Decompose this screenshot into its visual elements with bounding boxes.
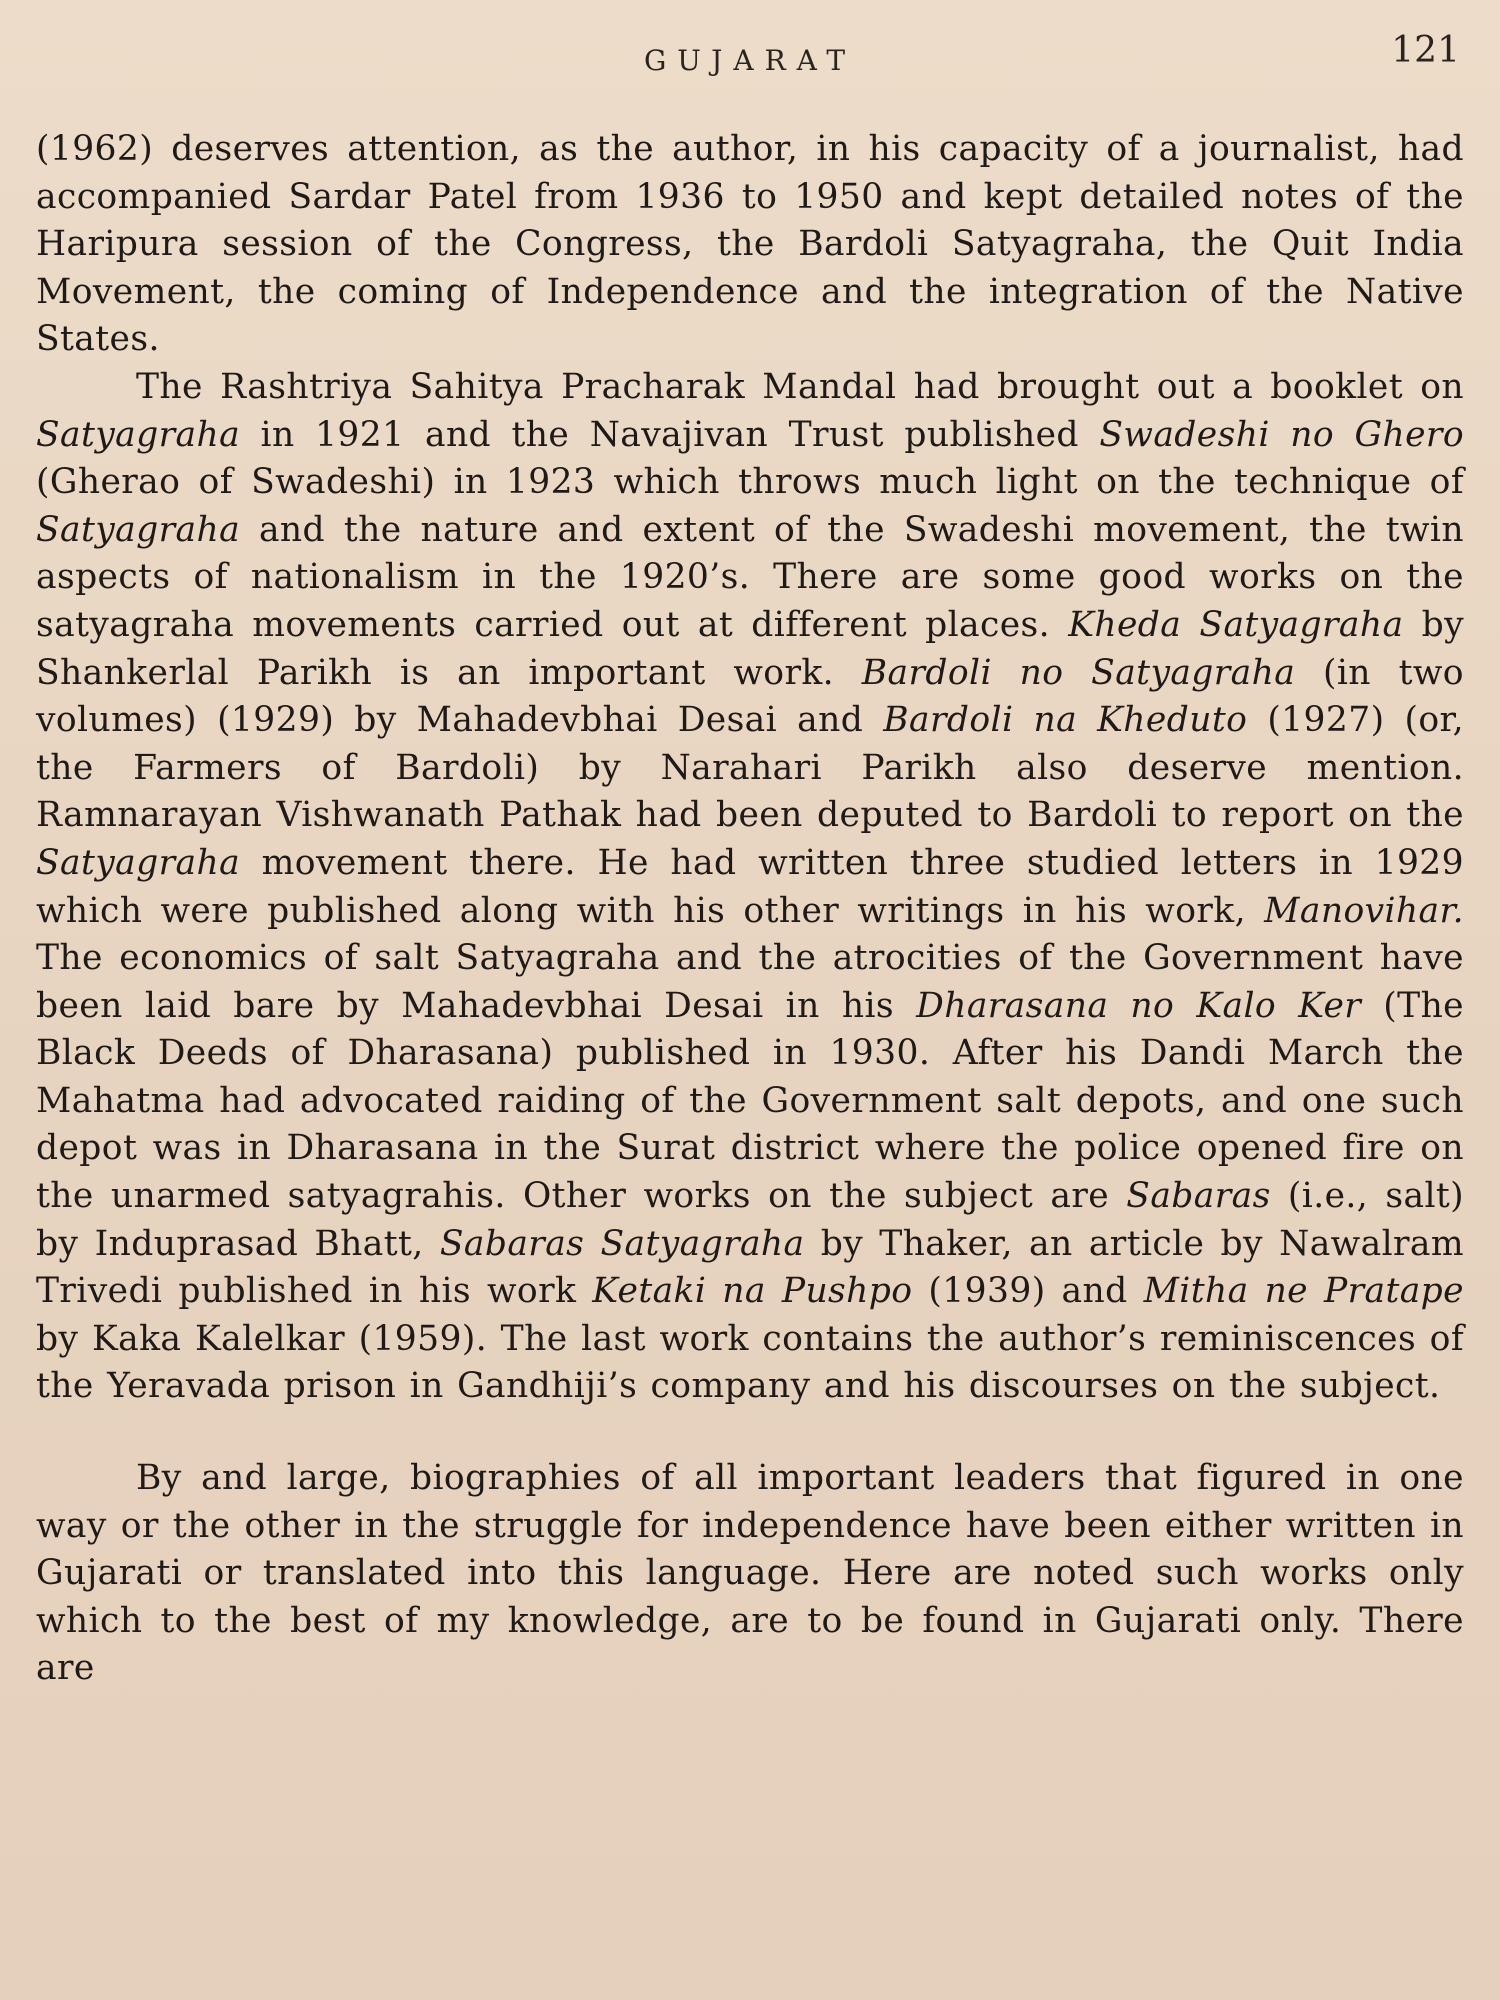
paragraph-1 (36, 126, 1464, 364)
text-run: (1962) deserves attention, as the author, in his capacity of a journalist, had accompanied Sardar Patel from 1936 to 1950 and kept detailed notes of the Haripura session of the Congress, the Bardoli Satyagraha, the Quit India Movement, the coming of Independence and the integration of the Native States. (36, 129, 1464, 360)
text-run: The Rashtriya Sahitya Pracharak Mandal had brought out a booklet on (136, 366, 1464, 407)
italic-title-text: Mitha ne Pratape (1143, 1271, 1464, 1312)
italic-title-text: Manovihar. (1264, 890, 1464, 931)
text-run: (The Black Deeds of Dharasana) published in 1930. After his Dandi March the Mahatma had advocated raiding of the Government salt depots, and one such depot was in Dharasana in the Surat district where the police opened fire on the unarmed satyagrahis. Other works on the subject are (36, 985, 1464, 1217)
text-run: by Shankerlal Parikh is an important work. (36, 604, 1464, 693)
italic-title-text: Satyagraha (36, 842, 241, 883)
italic-title-text: Sabaras (1126, 1176, 1271, 1217)
text-run: (1927) (or, the Farmers of Bardoli) by Narahari Parikh also deserve mention. Ramnarayan Vishwanath Pathak had been deputed to Bardoli to report on the (36, 700, 1464, 836)
italic-title-text: Dharasana no Kalo Ker (916, 985, 1362, 1026)
text-run: and the nature and extent of the Swadeshi movement, the twin aspects of nationalism in the 1920’s. There are some good works on the satyagraha movements carried out at different places. (36, 509, 1464, 645)
text-run: By and large, biographies of all important leaders that figured in one way or the other in the struggle for independence have been either written in Gujarati or translated into this language. Here are noted such works only which to the best of my knowledge, are to be found in Gujarati only. There are (36, 1458, 1464, 1689)
italic-title-text: Satyagraha (36, 414, 241, 455)
text-run: by Kaka Kalelkar (1959). The last work contains the author’s reminiscences of the Yeravada prison in Gandhiji’s company and his discourses on the subject. (36, 1318, 1464, 1407)
italic-title-text: Kheda Satyagraha (1068, 604, 1404, 645)
running-head: GUJARAT (643, 44, 857, 77)
paragraph-3 (36, 1455, 1464, 1693)
paragraph-2 (36, 364, 1464, 1411)
italic-title-text: Bardoli na Kheduto (883, 700, 1248, 741)
italic-title-text: Ketaki na Pushpo (592, 1271, 913, 1312)
italic-title-text: Satyagraha (36, 509, 241, 550)
italic-title-text: Sabaras Satyagraha (439, 1223, 805, 1264)
page-number: 121 (1391, 30, 1460, 71)
body-text (36, 126, 1464, 1693)
text-run: (i.e., salt) by Induprasad Bhatt, (36, 1176, 1464, 1264)
text-run: (in two volumes) (1929) by Mahadevbhai Desai and (36, 652, 1464, 741)
text-run: by Thaker, an article by Nawalram Trivedi published in his work (36, 1223, 1464, 1312)
italic-title-text: Swadeshi no Ghero (1099, 414, 1464, 455)
italic-title-text: Bardoli no Satyagraha (861, 652, 1296, 693)
text-run: (Gherao of Swadeshi) in 1923 which throws much light on the technique of (36, 462, 1464, 503)
text-run: movement there. He had written three studied letters in 1929 which were published along with his other writings in his work, (36, 842, 1464, 931)
text-run: in 1921 and the Navajivan Trust published (240, 414, 1100, 455)
text-run: The economics of salt Satyagraha and the atrocities of the Government have been laid bare by Mahadevbhai Desai in his (36, 938, 1464, 1026)
text-run: (1939) and (912, 1271, 1144, 1312)
